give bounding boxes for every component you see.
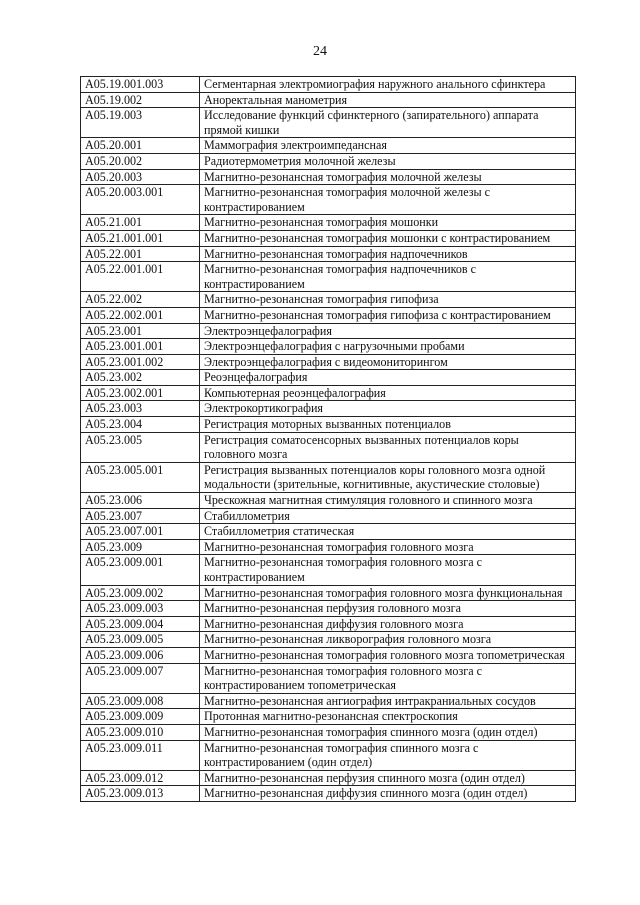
procedure-name: Маммография электроимпедансная <box>200 138 576 154</box>
procedure-code: A05.23.009 <box>81 539 200 555</box>
procedure-code: A05.23.009.011 <box>81 740 200 770</box>
table-row <box>81 77 576 93</box>
table-row <box>81 508 576 524</box>
procedure-code: A05.20.001 <box>81 138 200 154</box>
procedure-name: Электроэнцефалография <box>200 323 576 339</box>
procedure-name: Электроэнцефалография с видеомониторингом <box>200 354 576 370</box>
procedure-name: Магнитно-резонансная перфузия спинного мозга (один отдел) <box>200 770 576 786</box>
procedure-name: Электроэнцефалография с нагрузочными пробами <box>200 339 576 355</box>
procedure-name: Магнитно-резонансная диффузия головного мозга <box>200 616 576 632</box>
table-row <box>81 493 576 509</box>
procedure-name: Магнитно-резонансная томография гипофиза <box>200 292 576 308</box>
procedure-name: Магнитно-резонансная томография головного мозга функциональная <box>200 585 576 601</box>
procedure-name: Магнитно-резонансная томография гипофиза с контрастированием <box>200 307 576 323</box>
procedure-code: A05.23.001.002 <box>81 354 200 370</box>
table-row <box>81 632 576 648</box>
procedure-code: A05.23.007 <box>81 508 200 524</box>
table-row <box>81 401 576 417</box>
procedure-name: Стабиллометрия <box>200 508 576 524</box>
procedure-code: A05.23.005.001 <box>81 462 200 492</box>
table-row <box>81 616 576 632</box>
procedure-code: A05.19.003 <box>81 108 200 138</box>
procedure-name: Исследование функций сфинктерного (запирательного) аппарата прямой кишки <box>200 108 576 138</box>
procedure-name: Магнитно-резонансная томография спинного мозга (один отдел) <box>200 724 576 740</box>
procedure-name: Магнитно-резонансная томография мошонки <box>200 215 576 231</box>
procedure-name: Реоэнцефалография <box>200 370 576 386</box>
table-row <box>81 354 576 370</box>
procedure-code: A05.23.004 <box>81 417 200 433</box>
procedure-name: Регистрация соматосенсорных вызванных потенциалов коры головного мозга <box>200 432 576 462</box>
procedure-name: Магнитно-резонансная томография надпочечников <box>200 246 576 262</box>
procedure-name: Магнитно-резонансная томография мошонки с контрастированием <box>200 230 576 246</box>
procedure-name: Магнитно-резонансная томография головного мозга с контрастированием <box>200 555 576 585</box>
procedure-code: A05.23.009.004 <box>81 616 200 632</box>
table-row <box>81 307 576 323</box>
table-row <box>81 385 576 401</box>
table-row <box>81 339 576 355</box>
procedure-code: A05.19.001.003 <box>81 77 200 93</box>
table-row <box>81 262 576 292</box>
procedure-code: A05.22.001 <box>81 246 200 262</box>
table-row <box>81 709 576 725</box>
procedure-code: A05.21.001.001 <box>81 230 200 246</box>
table-row <box>81 647 576 663</box>
procedure-code: A05.22.002 <box>81 292 200 308</box>
table-row <box>81 585 576 601</box>
procedure-name: Магнитно-резонансная томография надпочечников с контрастированием <box>200 262 576 292</box>
table-row <box>81 539 576 555</box>
table-row <box>81 462 576 492</box>
table-row <box>81 108 576 138</box>
procedure-code: A05.22.002.001 <box>81 307 200 323</box>
table-row <box>81 555 576 585</box>
procedure-name: Магнитно-резонансная томография молочной железы <box>200 169 576 185</box>
table-row <box>81 432 576 462</box>
procedure-name: Магнитно-резонансная томография головного мозга <box>200 539 576 555</box>
procedure-code: A05.20.003.001 <box>81 185 200 215</box>
procedure-code: A05.23.009.009 <box>81 709 200 725</box>
table-row <box>81 786 576 802</box>
procedure-name: Электрокортикография <box>200 401 576 417</box>
page-number: 24 <box>313 44 327 59</box>
procedure-name: Радиотермометрия молочной железы <box>200 153 576 169</box>
procedure-code: A05.23.001 <box>81 323 200 339</box>
table-row <box>81 370 576 386</box>
table-row <box>81 770 576 786</box>
procedure-name: Чрескожная магнитная стимуляция головного и спинного мозга <box>200 493 576 509</box>
table-row <box>81 663 576 693</box>
table-row <box>81 185 576 215</box>
procedure-code: A05.23.003 <box>81 401 200 417</box>
procedure-name: Магнитно-резонансная томография молочной железы с контрастированием <box>200 185 576 215</box>
procedure-code: A05.23.009.006 <box>81 647 200 663</box>
procedure-code: A05.23.007.001 <box>81 524 200 540</box>
table-row <box>81 693 576 709</box>
procedure-code: A05.23.009.002 <box>81 585 200 601</box>
table-row <box>81 524 576 540</box>
procedure-name: Регистрация моторных вызванных потенциалов <box>200 417 576 433</box>
table-row <box>81 417 576 433</box>
table-body <box>81 77 576 802</box>
procedure-code: A05.19.002 <box>81 92 200 108</box>
procedure-name: Магнитно-резонансная диффузия спинного мозга (один отдел) <box>200 786 576 802</box>
procedure-code: A05.23.009.001 <box>81 555 200 585</box>
procedure-code: A05.23.009.007 <box>81 663 200 693</box>
procedure-name: Протонная магнитно-резонансная спектроскопия <box>200 709 576 725</box>
table-row <box>81 153 576 169</box>
table-row <box>81 215 576 231</box>
table-row <box>81 292 576 308</box>
procedure-code: A05.23.005 <box>81 432 200 462</box>
table-row <box>81 323 576 339</box>
procedure-code: A05.23.009.010 <box>81 724 200 740</box>
procedure-code: A05.23.002.001 <box>81 385 200 401</box>
procedure-name: Аноректальная манометрия <box>200 92 576 108</box>
procedure-code: A05.23.009.013 <box>81 786 200 802</box>
procedure-code: A05.23.006 <box>81 493 200 509</box>
procedure-code: A05.22.001.001 <box>81 262 200 292</box>
procedure-name: Магнитно-резонансная томография спинного мозга с контрастированием (один отдел) <box>200 740 576 770</box>
procedure-name: Магнитно-резонансная ангиография интракраниальных сосудов <box>200 693 576 709</box>
procedure-name: Сегментарная электромиография наружного анального сфинктера <box>200 77 576 93</box>
procedure-code: A05.23.002 <box>81 370 200 386</box>
table-row <box>81 169 576 185</box>
procedure-code: A05.23.001.001 <box>81 339 200 355</box>
table-row <box>81 230 576 246</box>
table-row <box>81 138 576 154</box>
procedure-code: A05.20.003 <box>81 169 200 185</box>
procedure-name: Магнитно-резонансная ликворография головного мозга <box>200 632 576 648</box>
procedure-name: Магнитно-резонансная томография головного мозга топометрическая <box>200 647 576 663</box>
table-row <box>81 601 576 617</box>
procedure-name: Компьютерная реоэнцефалография <box>200 385 576 401</box>
procedure-code: A05.23.009.008 <box>81 693 200 709</box>
procedure-code: A05.23.009.012 <box>81 770 200 786</box>
procedure-code: A05.23.009.005 <box>81 632 200 648</box>
procedure-code: A05.23.009.003 <box>81 601 200 617</box>
procedure-code: A05.21.001 <box>81 215 200 231</box>
table-row <box>81 246 576 262</box>
procedure-name: Стабиллометрия статическая <box>200 524 576 540</box>
table-row <box>81 724 576 740</box>
table-row <box>81 92 576 108</box>
procedure-name: Регистрация вызванных потенциалов коры головного мозга одной модальности (зрительные, когнитивные, акустические столовые) <box>200 462 576 492</box>
procedure-name: Магнитно-резонансная томография головного мозга с контрастированием топометрическая <box>200 663 576 693</box>
procedure-name: Магнитно-резонансная перфузия головного мозга <box>200 601 576 617</box>
procedure-code-table <box>80 76 576 802</box>
table-row <box>81 740 576 770</box>
procedure-code: A05.20.002 <box>81 153 200 169</box>
